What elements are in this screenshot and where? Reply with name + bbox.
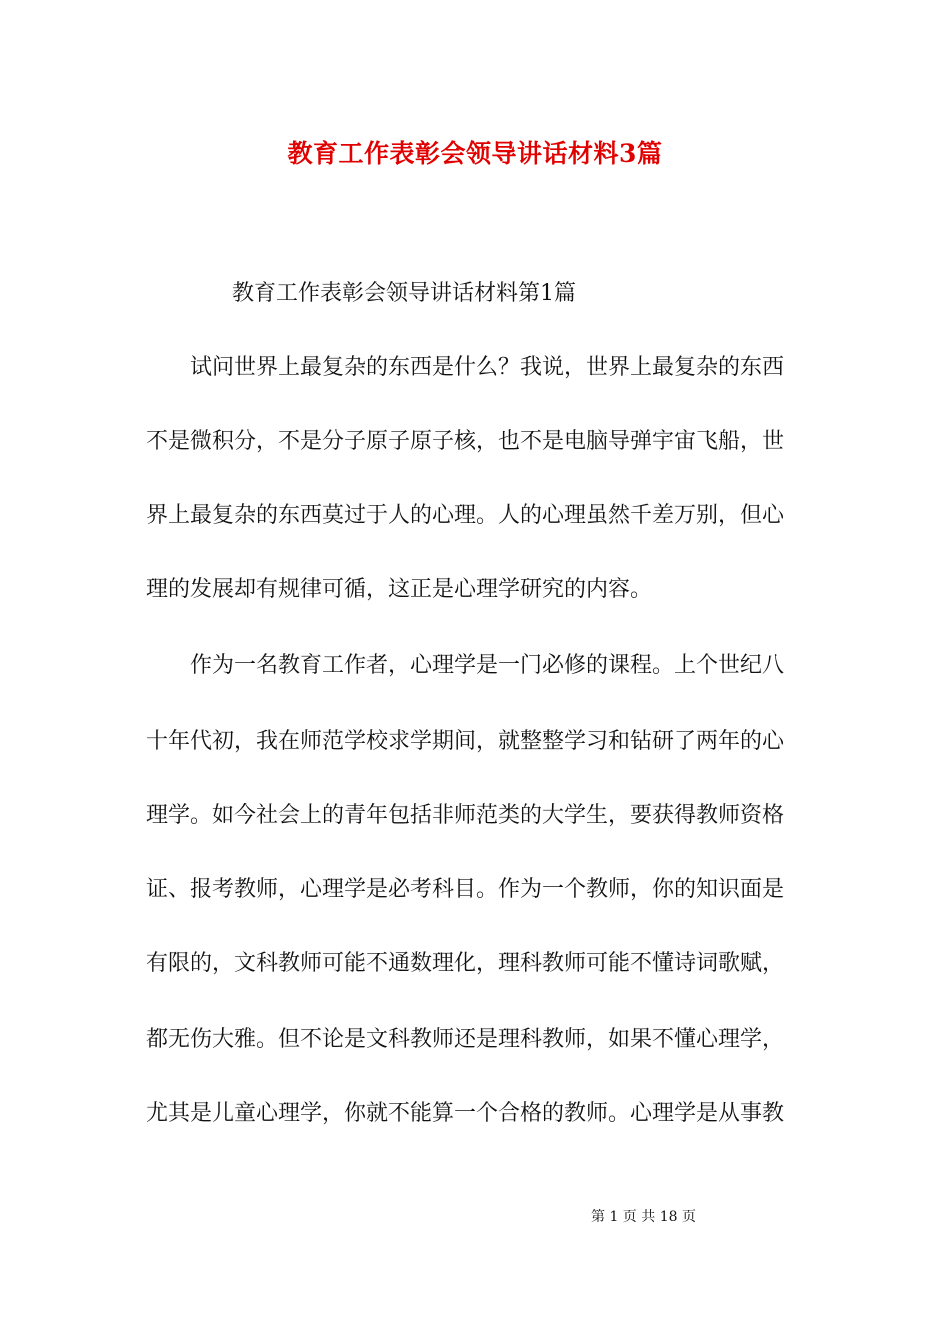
body-line: 证、报考教师，心理学是必考科目。作为一个教师，你的知识面是 [146, 877, 785, 902]
page-footer: 第 1 页 共 18 页 [591, 1209, 696, 1225]
body-line: 尤其是儿童心理学，你就不能算一个合格的教师。心理学是从事教 [146, 1101, 785, 1126]
body-line: 理学。如今社会上的青年包括非师范类的大学生，要获得教师资格 [146, 803, 785, 828]
body-line: 都无伤大雅。但不论是文科教师还是理科教师，如果不懂心理学， [146, 1027, 785, 1052]
body-line: 有限的，文科教师可能不通数理化，理科教师可能不懂诗词歌赋， [146, 951, 785, 976]
body-line: 试问世界上最复杂的东西是什么？我说，世界上最复杂的东西 [190, 355, 785, 380]
section-heading: 教育工作表彰会领导讲话材料第1篇 [232, 281, 576, 306]
document-title: 教育工作表彰会领导讲话材料3篇 [287, 139, 663, 168]
body-line: 作为一名教育工作者，心理学是一门必修的课程。上个世纪八 [190, 653, 785, 678]
body-line: 不是微积分，不是分子原子原子核，也不是电脑导弹宇宙飞船，世 [146, 429, 785, 454]
body-line: 界上最复杂的东西莫过于人的心理。人的心理虽然千差万别，但心 [146, 503, 785, 528]
body-line: 理的发展却有规律可循，这正是心理学研究的内容。 [146, 577, 653, 602]
body-line: 十年代初，我在师范学校求学期间，就整整学习和钻研了两年的心 [146, 729, 785, 754]
